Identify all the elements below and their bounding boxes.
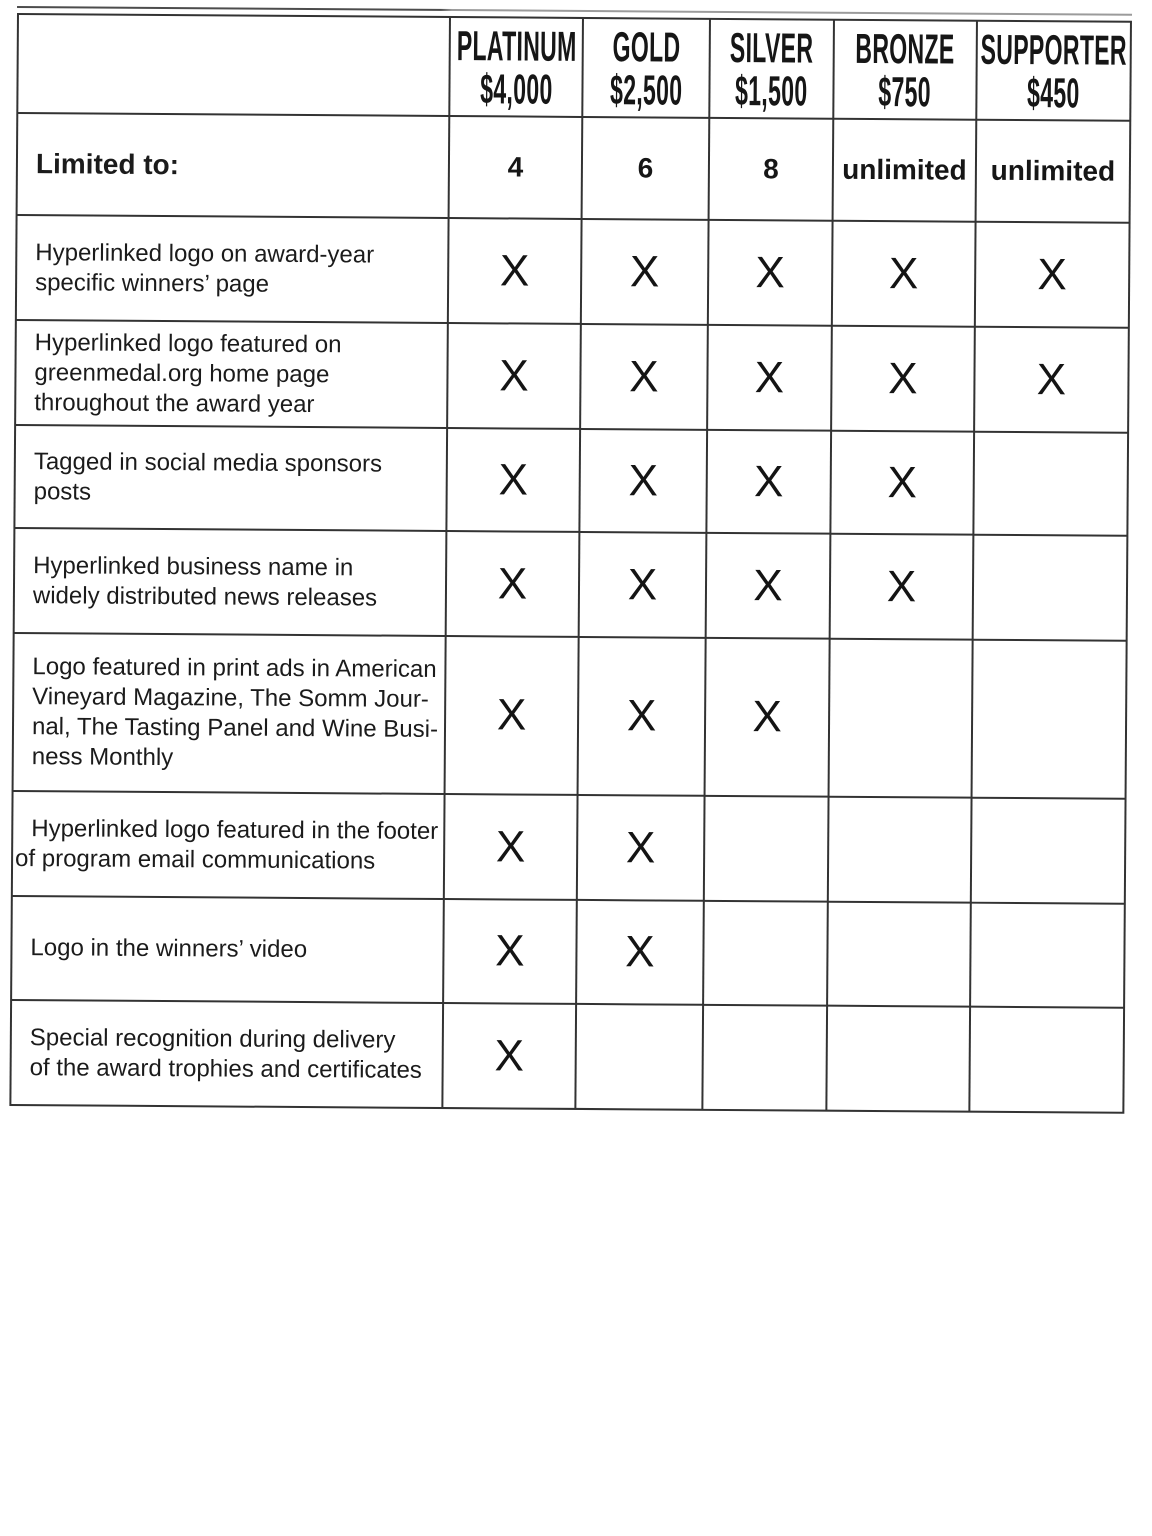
benefit-mark-bronze bbox=[827, 1007, 969, 1111]
benefit-mark-gold: X bbox=[577, 901, 703, 1004]
benefit-mark-supporter bbox=[971, 904, 1124, 1007]
benefit-mark-platinum: X bbox=[448, 324, 580, 428]
benefit-label: Hyperlinked logo featured in the footer of program email communications bbox=[13, 792, 444, 898]
benefit-mark-bronze bbox=[828, 903, 970, 1006]
tier-header-gold bbox=[583, 19, 709, 117]
benefit-mark-supporter: X bbox=[975, 328, 1128, 432]
benefit-mark-bronze: X bbox=[831, 535, 973, 639]
benefit-mark-platinum: X bbox=[443, 1004, 575, 1108]
benefit-mark-platinum: X bbox=[447, 429, 579, 531]
benefit-mark-gold: X bbox=[582, 220, 708, 324]
benefit-label: Hyperlinked business name in widely distributed news releases bbox=[15, 529, 446, 635]
limited-to-label: Limited to: bbox=[18, 114, 449, 217]
benefit-mark-silver bbox=[704, 902, 827, 1005]
benefit-mark-bronze bbox=[830, 640, 972, 797]
benefit-mark-bronze: X bbox=[833, 222, 975, 326]
limited-count-gold: 6 bbox=[583, 118, 709, 219]
benefit-mark-bronze: X bbox=[832, 327, 974, 431]
tier-name: SUPPORTER bbox=[980, 25, 1128, 74]
benefit-mark-supporter bbox=[970, 1008, 1123, 1112]
limited-count-silver: 8 bbox=[710, 119, 833, 220]
limited-count-platinum: 4 bbox=[450, 117, 582, 218]
benefit-mark-silver bbox=[703, 1006, 826, 1110]
tier-header-silver bbox=[710, 20, 833, 118]
benefit-mark-gold: X bbox=[580, 430, 706, 532]
benefit-mark-gold bbox=[576, 1005, 702, 1109]
tier-name: SILVER bbox=[729, 23, 814, 72]
benefit-mark-bronze bbox=[829, 798, 971, 902]
benefit-mark-platinum: X bbox=[445, 795, 577, 899]
benefit-mark-silver: X bbox=[706, 639, 829, 796]
benefit-mark-gold: X bbox=[580, 533, 706, 637]
tier-price: $1,500 bbox=[735, 66, 808, 115]
corner-cell bbox=[18, 15, 449, 115]
tier-price: $750 bbox=[878, 67, 932, 115]
benefit-mark-supporter bbox=[974, 433, 1127, 535]
benefit-mark-supporter bbox=[972, 799, 1125, 903]
tier-header-platinum bbox=[450, 18, 582, 116]
sponsorship-table-wrapper bbox=[9, 13, 1132, 1114]
benefit-mark-bronze: X bbox=[831, 432, 973, 534]
benefit-mark-supporter bbox=[973, 641, 1126, 798]
tier-header-supporter bbox=[977, 22, 1130, 120]
benefit-mark-silver bbox=[705, 797, 828, 901]
limited-count-supporter: unlimited bbox=[977, 121, 1130, 222]
tier-name: BRONZE bbox=[855, 24, 956, 73]
benefit-mark-platinum: X bbox=[444, 900, 576, 1003]
benefit-mark-platinum: X bbox=[449, 219, 581, 323]
tier-name: PLATINUM bbox=[456, 21, 577, 70]
benefit-label: Hyperlinked logo featured on greenmedal.org home page throughout the award year bbox=[16, 321, 447, 427]
benefit-label: Tagged in social media sponsors posts bbox=[15, 426, 446, 530]
benefit-label: Logo featured in print ads in American Vineyard Magazine, The Somm Jour- nal, The Tasting Panel and Wine Busi- ness Monthly bbox=[14, 634, 445, 793]
benefit-mark-silver: X bbox=[709, 221, 832, 325]
benefit-mark-supporter: X bbox=[976, 223, 1129, 327]
benefit-label: Special recognition during delivery of the award trophies and certificates bbox=[11, 1001, 442, 1107]
benefit-mark-silver: X bbox=[708, 326, 831, 430]
benefit-mark-platinum: X bbox=[446, 637, 578, 794]
tier-price: $4,000 bbox=[479, 64, 553, 113]
benefit-mark-gold: X bbox=[579, 638, 705, 795]
tier-price: $450 bbox=[1027, 68, 1080, 116]
tier-header-bronze bbox=[834, 21, 976, 119]
tier-price: $2,500 bbox=[609, 65, 683, 114]
benefit-mark-silver: X bbox=[707, 534, 830, 638]
benefit-mark-silver: X bbox=[707, 431, 830, 533]
limited-count-bronze: unlimited bbox=[834, 120, 976, 221]
benefit-label: Hyperlinked logo on award-year specific winners’ page bbox=[17, 216, 448, 322]
tier-name: GOLD bbox=[612, 22, 681, 71]
benefit-mark-gold: X bbox=[581, 325, 707, 429]
benefit-mark-gold: X bbox=[578, 796, 704, 900]
benefit-mark-platinum: X bbox=[447, 532, 579, 636]
benefit-label: Logo in the winners’ video bbox=[12, 897, 443, 1002]
sponsorship-benefits-table bbox=[9, 13, 1132, 1114]
benefit-mark-supporter bbox=[974, 536, 1127, 640]
